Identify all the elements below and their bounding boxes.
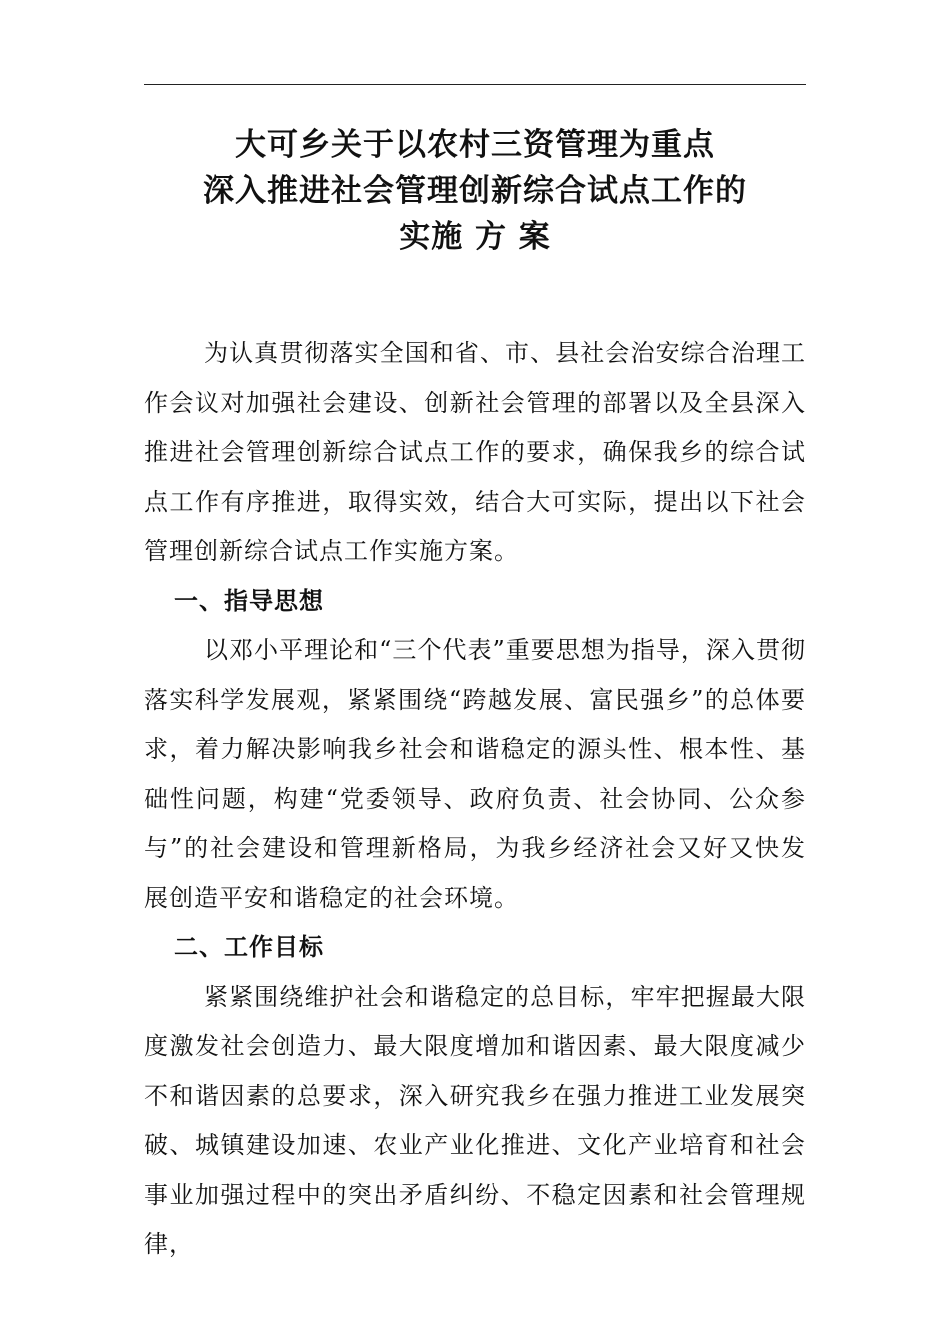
section-heading-guiding-ideology: 一、指导思想 (174, 586, 324, 615)
title-line-2: 深入推进社会管理创新综合试点工作的 (203, 173, 747, 209)
title-line-3: 实施 方 案 (399, 219, 551, 255)
header-rule (144, 84, 806, 85)
section-paragraph-guiding-ideology: 以邓小平理论和“三个代表”重要思想为指导，深入贯彻落实科学发展观，紧紧围绕“跨越发展、富民强乡”的总体要求，着力解决影响我乡社会和谐稳定的源头性、根本性、基础性问题，构建“党委领导、政府负责、社会协同、公众参与”的社会建设和管理新格局，为我乡经济社会又好又快发展创造平安和谐稳定的社会环境。 (144, 636, 806, 912)
document-body (144, 329, 806, 1270)
section-heading-work-goals: 二、工作目标 (174, 933, 324, 961)
intro-paragraph: 为认真贯彻落实全国和省、市、县社会治安综合治理工作会议对加强社会建设、创新社会管理的部署以及全县深入推进社会管理创新综合试点工作的要求，确保我乡的综合试点工作有序推进，取得实效，结合大可实际，提出以下社会管理创新综合试点工作实施方案。 (144, 339, 806, 565)
title-line-1: 大可乡关于以农村三资管理为重点 (235, 127, 715, 163)
section-paragraph-work-goals: 紧紧围绕维护社会和谐稳定的总目标，牢牢把握最大限度激发社会创造力、最大限度增加和谐因素、最大限度减少不和谐因素的总要求，深入研究我乡在强力推进工业发展突破、城镇建设加速、农业产业化推进、文化产业培育和社会事业加强过程中的突出矛盾纠纷、不稳定因素和社会管理规律， (144, 982, 806, 1258)
document-title (0, 122, 950, 260)
